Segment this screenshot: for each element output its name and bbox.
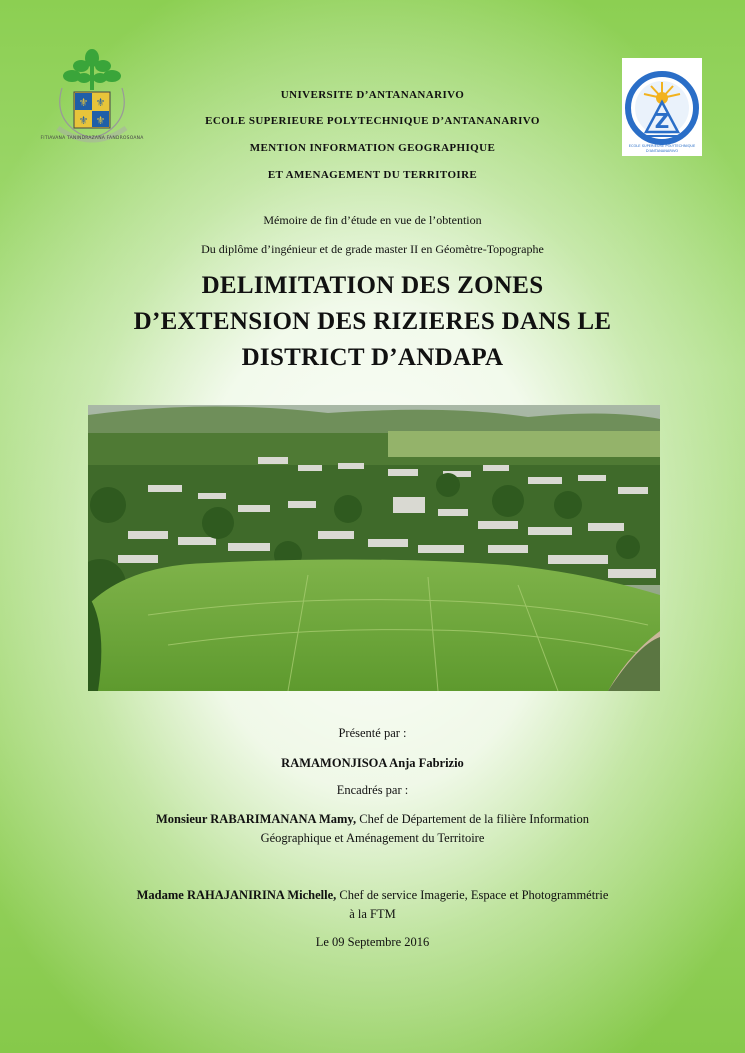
defense-date: Le 09 Septembre 2016 [315,935,430,949]
svg-text:Z: Z [654,109,670,133]
supervisor-1-role-cont: Géographique et Aménagement du Territoire [260,831,485,845]
svg-text:⚜: ⚜ [95,96,106,109]
svg-text:⚜: ⚜ [78,114,89,127]
subtitle-line-1: Mémoire de fin d’étude en vue de l’obtention [263,213,482,227]
header-university: UNIVERSITE D’ANTANANARIVO [280,89,465,101]
supervisor-1-name: Monsieur RABARIMANANA Mamy, [155,812,357,826]
school-ring-text: ECOLE SUPERIEURE POLYTECHNIQUE D'ANTANANARIVO [628,144,696,153]
supervisor-2-role-cont: à la FTM [349,907,396,921]
subtitle-line-2: Du diplôme d’ingénieur et de grade master II en Géomètre-Topographe [201,242,544,256]
supervisor-1 [0,812,745,827]
supervisor-2-name: Madame RAHAJANIRINA Michelle, [136,888,337,902]
supervisor-2 [0,888,745,903]
university-motto: FITIAVANA TANINDRAZANA FANDROSOANA [40,136,144,141]
thesis-title [0,268,745,376]
supervised-by-label: Encadrés par : [336,783,409,797]
svg-text:⚜: ⚜ [95,114,106,127]
svg-text:⚜: ⚜ [78,96,89,109]
title-line-1: DELIMITATION DES ZONES [201,272,544,299]
supervisor-1-role: Chef de Département de la filière Information [356,812,589,826]
header-mention: MENTION INFORMATION GEOGRAPHIQUE [249,142,496,154]
supervisor-2-role: Chef de service Imagerie, Espace et Photogrammétrie [336,888,609,902]
rice-field-landscape-icon [88,405,660,691]
header-school: ECOLE SUPERIEURE POLYTECHNIQUE D’ANTANANARIVO [205,115,540,127]
title-line-3: DISTRICT D’ANDAPA [241,344,504,371]
rice-field-photo [88,405,660,691]
title-line-2: D’EXTENSION DES RIZIERES DANS LE [133,308,612,335]
author-name: RAMAMONJISOA Anja Fabrizio [281,756,464,770]
header-mention-2: ET AMENAGEMENT DU TERRITOIRE [267,169,478,181]
presented-by-label: Présenté par : [338,726,407,740]
